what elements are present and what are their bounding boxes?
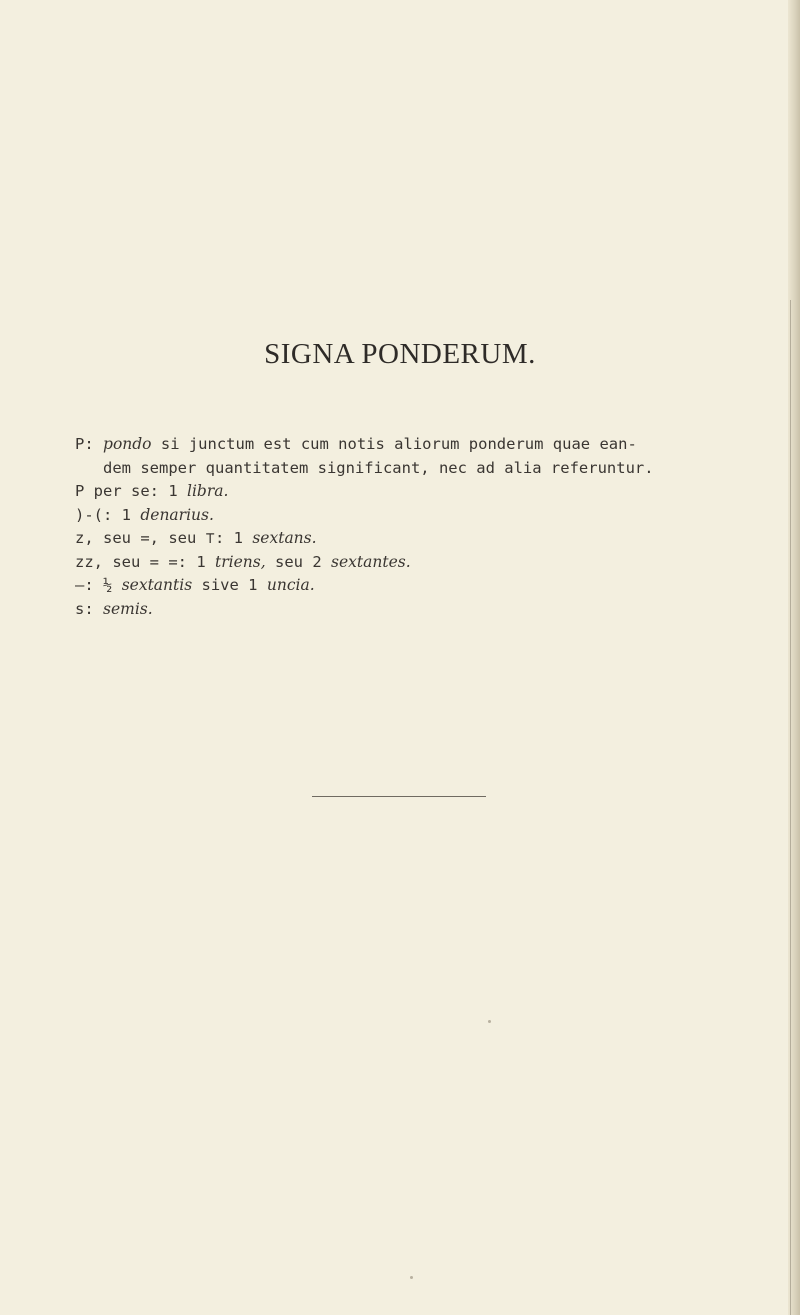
entry-text: si junctum est cum notis aliorum ponderum quae ean- [160,435,637,453]
entry-semis: s: semis. [75,599,153,618]
entry-label: denarius. [140,505,214,524]
entry-symbol: — [75,576,85,594]
entry-text: dem semper quantitatem significant, nec ad alia referuntur. [103,458,654,477]
entry-number: 1 [233,529,243,547]
horizontal-rule [312,796,486,797]
entry-pondo-continued [75,457,775,481]
entry-triens: zz, seu = =: 1 triens, seu 2 sextantes. [75,552,411,571]
entry-symbol: s [75,599,85,618]
entry-symbol: zz, seu = = [75,552,178,571]
entry-label: libra. [187,482,229,500]
entry-label: pondo [103,435,152,453]
entry-symbol: P [75,435,85,453]
entry-label: triens, [215,552,266,571]
entry-number: 1 [168,482,178,500]
weight-signs-list [75,433,775,621]
entry-label: sextantes. [331,552,411,571]
entry-uncia: —: ½ sextantis sive 1 uncia. [75,576,315,594]
entry-symbol: P per se [75,482,150,500]
entry-text: seu 2 [275,552,322,571]
entry-denarius: )-(: 1 denarius. [75,505,214,524]
entry-symbol: z, seu =, seu ⊤ [75,529,215,547]
page-edge-line [790,300,791,1315]
entry-number: 1 [121,505,132,524]
entry-label: uncia. [266,576,315,594]
paper-speck [488,1020,491,1023]
page-title: SIGNA PONDERUM. [264,338,536,370]
entry-label: sextantis [121,576,193,594]
entry-label: semis. [103,599,153,618]
entry-sextans: z, seu =, seu ⊤: 1 sextans. [75,529,317,547]
paper-speck [410,1276,413,1279]
entry-text: sive 1 [201,576,258,594]
entry-symbol: )-( [75,505,103,524]
entry-fraction: ½ [103,576,113,594]
entry-label: sextans. [252,529,317,547]
entry-libra: P per se: 1 libra. [75,482,229,500]
entry-number: 1 [196,552,206,571]
entry-pondo: P: pondo si junctum est cum notis aliorum ponderum quae ean- [75,435,637,453]
